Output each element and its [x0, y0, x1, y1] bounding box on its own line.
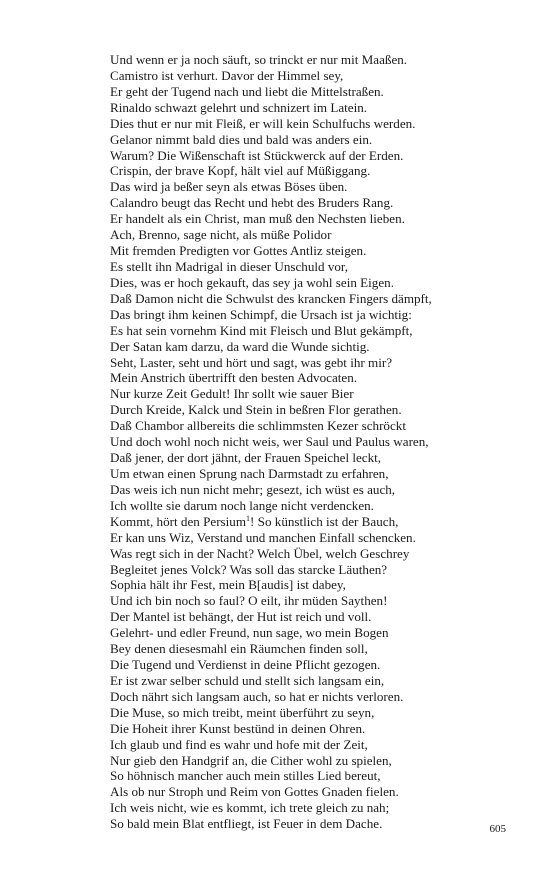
poem-line: Das wird ja beßer seyn als etwas Böses üben. — [110, 179, 348, 195]
poem-line: Als ob nur Stroph und Reim von Gottes Gnaden fielen. — [110, 784, 399, 800]
poem-line: Bey denen diesesmahl ein Räumchen finden soll, — [110, 641, 368, 657]
poem-line: Nur kurze Zeit Gedult! Ihr sollt wie sauer Bier — [110, 386, 354, 402]
poem-line: Ich wollte sie darum noch lange nicht verdencken. — [110, 497, 374, 513]
poem-line: Begleitet jenes Volck? Was soll das starcke Läuthen? — [110, 561, 388, 577]
poem-line: Mein Anstrich übertrifft den besten Advocaten. — [110, 370, 358, 386]
poem-line: Doch nährt sich langsam auch, so hat er nichts verloren. — [110, 688, 404, 704]
poem-line: Daß Chambor allbereits die schlimmsten Kezer schröckt — [110, 418, 406, 434]
poem-line: So höhnisch mancher auch mein stilles Lied bereut, — [110, 768, 381, 784]
poem-line: Durch Kreide, Kalck und Stein in beßren Flor gerathen. — [110, 402, 402, 418]
poem-line: Ach, Brenno, sage nicht, als müße Polidor — [110, 227, 332, 243]
poem-line: Der Satan kam darzu, da ward die Wunde sichtig. — [110, 338, 370, 354]
poem-line: Gelehrt- und edler Freund, nun sage, wo mein Bogen — [110, 625, 389, 641]
poem-line: Daß Damon nicht die Schwulst des krancken Fingers dämpft, — [110, 290, 432, 306]
poem-line: Er ist zwar selber schuld und stellt sich langsam ein, — [110, 672, 385, 688]
poem-line: Das bringt ihm keinen Schimpf, die Ursach ist ja wichtig: — [110, 306, 412, 322]
poem-line: Es hat sein vornehm Kind mit Fleisch und Blut gekämpft, — [110, 322, 413, 338]
poem-line: Sophia hält ihr Fest, mein B[audis] ist dabey, — [110, 577, 346, 593]
poem-line: Mit fremden Predigten vor Gottes Antliz steigen. — [110, 243, 367, 259]
poem-line: Was regt sich in der Nacht? Welch Übel, welch Geschrey — [110, 545, 410, 561]
poem-line: Und doch wohl noch nicht weis, wer Saul und Paulus waren, — [110, 434, 429, 450]
footnote-marker: 1 — [246, 513, 251, 523]
poem-line: Ich weis nicht, wie es kommt, ich trete gleich zu nah; — [110, 800, 390, 816]
poem-line: Um etwan einen Sprung nach Darmstadt zu erfahren, — [110, 465, 389, 481]
poem-line: Gelanor nimmt bald dies und bald was anders ein. — [110, 131, 373, 147]
poem-line — [110, 514, 510, 530]
poem-line: Rinaldo schwazt gelehrt und schnizert im Latein. — [110, 99, 368, 115]
poem-line: Nur gieb den Handgrif an, die Cither wohl zu spielen, — [110, 752, 392, 768]
poem-line-text: ! So künstlich ist der Bauch, — [250, 513, 399, 529]
poem-line: Warum? Die Wißenschaft ist Stückwerck auf der Erden. — [110, 147, 404, 163]
poem-line: Crispin, der brave Kopf, hält viel auf Müßiggang. — [110, 163, 371, 179]
poem-line: Dies, was er hoch gekauft, das sey ja wohl sein Eigen. — [110, 274, 394, 290]
poem-line: So bald mein Blat entfliegt, ist Feuer in dem Dache. — [110, 816, 383, 832]
poem-line: Die Tugend und Verdienst in deine Pflicht gezogen. — [110, 657, 381, 673]
poem-line: Camistro ist verhurt. Davor der Himmel sey, — [110, 67, 344, 83]
poem-line: Ich glaub und find es wahr und hofe mit der Zeit, — [110, 736, 368, 752]
poem-line: Er geht der Tugend nach und liebt die Mittelstraßen. — [110, 83, 384, 99]
poem-line: Er handelt als ein Christ, man muß den Nechsten lieben. — [110, 211, 405, 227]
poem-line: Dies thut er nur mit Fleiß, er will kein Schulfuchs werden. — [110, 115, 416, 131]
poem-text — [110, 52, 510, 832]
poem-line: Er kan uns Wiz, Verstand und manchen Einfall schencken. — [110, 529, 416, 545]
page-number: 605 — [489, 823, 506, 835]
poem-line: Calandro beugt das Recht und hebt des Bruders Rang. — [110, 195, 394, 211]
poem-line-text: Kommt, hört den Persium — [110, 513, 247, 529]
poem-line: Das weis ich nun nicht mehr; gesezt, ich wüst es auch, — [110, 481, 396, 497]
poem-line: Und wenn er ja noch säuft, so trinckt er nur mit Maaßen. — [110, 52, 408, 67]
poem-line: Die Muse, so mich treibt, meint überführt zu seyn, — [110, 704, 375, 720]
poem-line: Der Mantel ist behängt, der Hut ist reich und voll. — [110, 609, 372, 625]
poem-line: Es stellt ihn Madrigal in dieser Unschuld vor, — [110, 258, 349, 274]
poem-line: Die Hoheit ihrer Kunst bestünd in deinen Ohren. — [110, 720, 366, 736]
poem-line: Seht, Laster, seht und hört und sagt, was gebt ihr mir? — [110, 354, 393, 370]
poem-line: Und ich bin noch so faul? O eilt, ihr müden Saythen! — [110, 593, 388, 609]
poem-line: Daß jener, der dort jähnt, der Frauen Speichel leckt, — [110, 450, 382, 466]
